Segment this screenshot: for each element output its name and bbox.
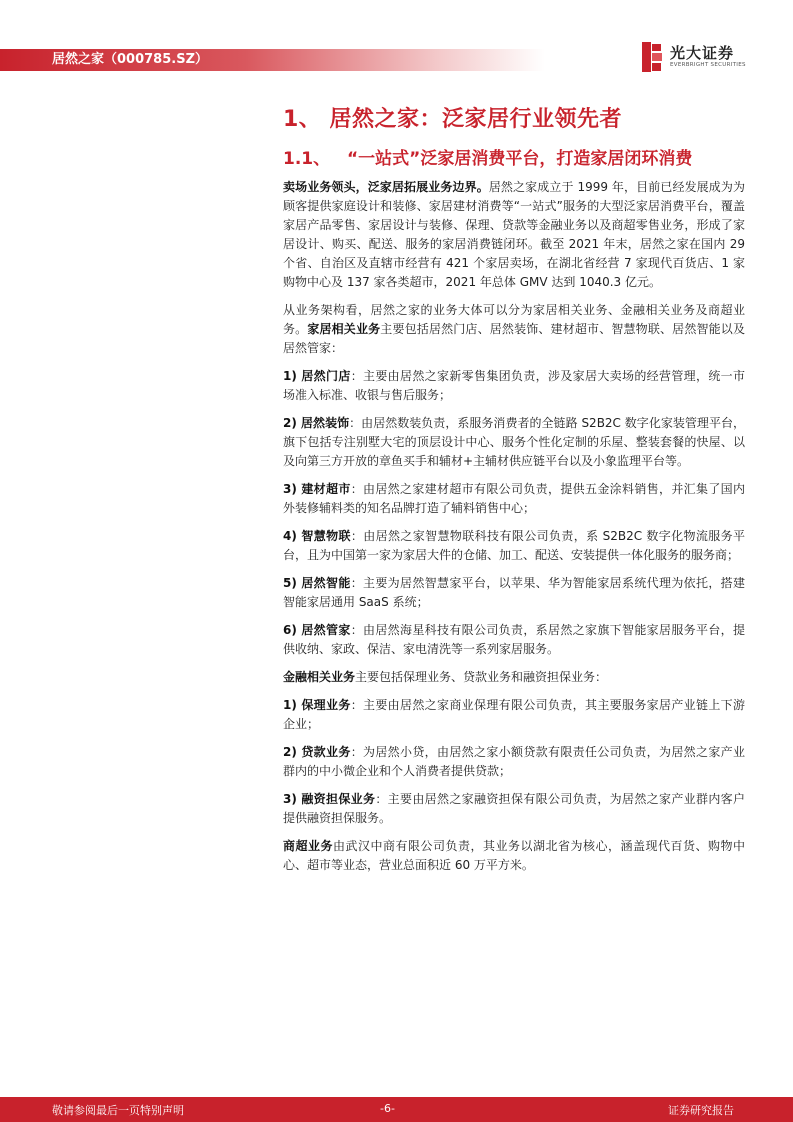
paragraph-lead: 家居相关业务 (307, 322, 381, 336)
subsection-number: 1.1、 (283, 149, 331, 169)
list-item (283, 574, 745, 612)
list-item-text: ：主要为居然智慧家平台，以苹果、华为智能家居系统代理为依托，搭建智能家居通用 SaaS 系统； (283, 576, 745, 609)
paragraph (283, 668, 745, 687)
section-heading: 1、 居然之家：泛家居行业领先者 (283, 107, 622, 132)
subsection-heading (283, 144, 692, 169)
list-item (283, 367, 745, 405)
paragraph-lead: 卖场业务领头，泛家居拓展业务边界。 (283, 180, 489, 194)
list-item-lead: 1) 居然门店 (283, 369, 351, 383)
list-item-text: ：主要由居然之家商业保理有限公司负责，其主要服务家居产业链上下游企业； (283, 698, 745, 731)
paragraph (283, 837, 745, 875)
list-item-text: ：由居然之家建材超市有限公司负责，提供五金涂料销售，并汇集了国内外装修辅料类的知名品牌打造了辅料销售中心； (283, 482, 745, 515)
footer-disclaimer: 敬请参阅最后一页特别声明 (52, 1104, 184, 1117)
footer-bar (0, 1097, 793, 1122)
list-item-lead: 4) 智慧物联 (283, 529, 351, 543)
paragraph-lead: 金融相关业务 (283, 670, 356, 684)
list-item (283, 480, 745, 518)
everbright-logo-icon (640, 41, 664, 73)
footer-report-type: 证券研究报告 (668, 1104, 734, 1117)
subsection-title: “一站式”泛家居消费平台，打造家居闭环消费 (347, 149, 693, 169)
paragraph-text: 居然之家成立于 1999 年，目前已经发展成为为顾客提供家庭设计和装修、家居建材消费等“一站式”服务的大型泛家居消费平台，覆盖家居产品零售、家居设计与装修、保理、贷款等金融业务以及商超零售业务，形成了家居设计、购买、配送、服务的家居消费链闭环。截至 2021 年末，居然之家在国内 29 个省、自治区及直辖市经营有 421 个家居卖场，在湖北省经营 7 家现代百货店、1 家购物中心及 137 家各类超市，2021 年总体 GMV 达到 1040.3 亿元。 (283, 180, 745, 289)
report-title: 居然之家（000785.SZ） (52, 52, 209, 67)
list-item-lead: 5) 居然智能 (283, 576, 351, 590)
list-item (283, 743, 745, 781)
paragraph (283, 301, 745, 358)
list-item-text: ：为居然小贷，由居然之家小额贷款有限责任公司负责，为居然之家产业群内的中小微企业和个人消费者提供贷款； (283, 745, 745, 778)
list-item-lead: 3) 建材超市 (283, 482, 351, 496)
paragraph-text: 主要包括保理业务、贷款业务和融资担保业务： (355, 670, 608, 684)
page-number: -6- (380, 1102, 395, 1115)
logo-text-en: EVERBRIGHT SECURITIES (670, 62, 746, 68)
list-item (283, 527, 745, 565)
list-item-lead: 2) 贷款业务 (283, 745, 351, 759)
paragraph-text: 由武汉中商有限公司负责，其业务以湖北省为核心，涵盖现代百货、购物中心、超市等业态，营业总面积近 60 万平方米。 (283, 839, 745, 872)
list-item (283, 414, 745, 471)
list-item-text: ：由居然之家智慧物联科技有限公司负责，系 S2B2C 数字化物流服务平台，且为中国第一家为家居大件的仓储、加工、配送、安装提供一体化服务的服务商； (283, 529, 745, 562)
list-item-lead: 1) 保理业务 (283, 698, 351, 712)
list-item-lead: 3) 融资担保业务 (283, 792, 376, 806)
body-text (283, 178, 745, 884)
list-item-text: ：由居然海星科技有限公司负责，系居然之家旗下智能家居服务平台，提供收纳、家政、保洁、家电清洗等一系列家居服务。 (283, 623, 745, 656)
paragraph-text: 主要包括居然门店、居然装饰、建材超市、智慧物联、居然智能以及居然管家： (283, 322, 745, 355)
paragraph-lead: 商超业务 (283, 839, 333, 853)
list-item-text: ：主要由居然之家融资担保有限公司负责，为居然之家产业群内客户提供融资担保服务。 (283, 792, 745, 825)
list-item-lead: 2) 居然装饰 (283, 416, 350, 430)
company-logo (640, 41, 750, 73)
paragraph-pre: 从业务架构看，居然之家的业务大体可以分为家居相关业务、金融相关业务及商超业务。 (283, 303, 745, 336)
list-item-lead: 6) 居然管家 (283, 623, 351, 637)
list-item-text: ：由居然数装负责，系服务消费者的全链路 S2B2C 数字化家装管理平台，旗下包括专注别墅大宅的顶层设计中心、服务个性化定制的乐屋、整装套餐的快屋、以及向第三方开放的章鱼买手和辅材+主辅材供应链平台以及小象监理平台等。 (283, 416, 745, 468)
list-item (283, 696, 745, 734)
list-item-text: ：主要由居然之家新零售集团负责，涉及家居大卖场的经营管理，统一市场准入标准、收银与售后服务； (283, 369, 745, 402)
logo-text-cn: 光大证券 (670, 44, 735, 62)
paragraph (283, 178, 745, 292)
list-item (283, 790, 745, 828)
list-item (283, 621, 745, 659)
